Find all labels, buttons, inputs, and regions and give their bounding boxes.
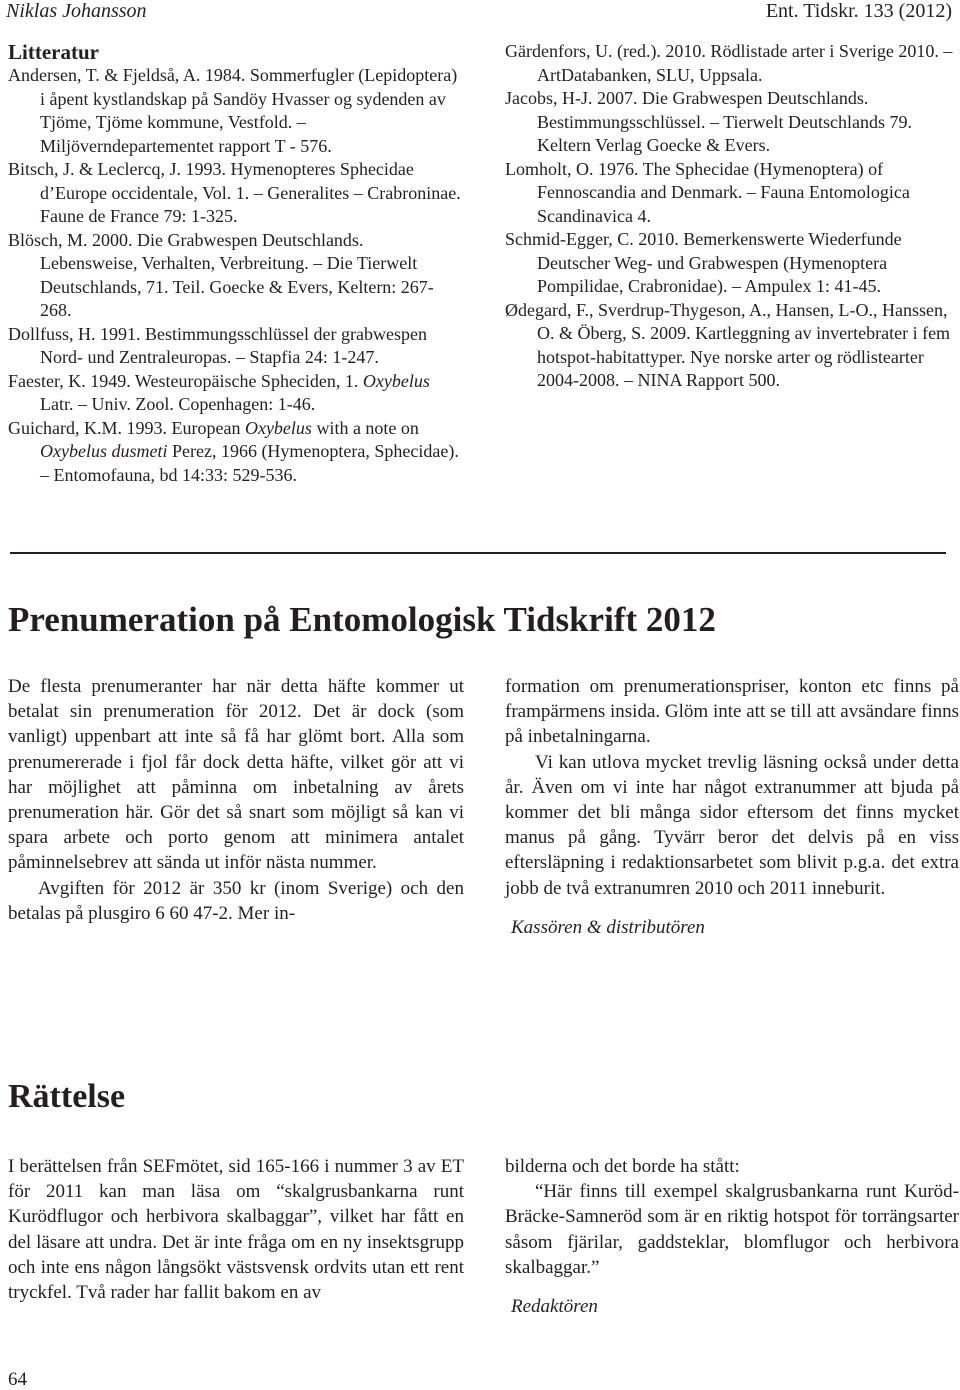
paragraph: formation om prenumerationspriser, konton etc finns på frampärmens insida. Glöm inte att se till att avsändare finns på inbetalningarna. [505, 676, 959, 748]
paragraph: Vi kan utlova mycket trevlig läsning också under detta år. Även om vi inte har något extranummer att bjuda på kommer det bli många sidor eftersom det finns mycket manus på gång. Tyvärr beror det delvis på en viss eftersläpning i redaktionsarbetet som blivit p.g.a. det extra jobb de två extranumren 2010 och 2011 inneburit. [505, 751, 959, 899]
paragraph: I berättelsen från SEFmötet, sid 165-166 i nummer 3 av ET för 2011 kan man läsa om “skalgrusbankarna runt Kurödflugor och herbivora skalbaggar”, vilket har fått en del läsare att undra. Det är inte fråga om en ny insektsgrupp och inte ens någon långsökt västsvensk ordvits utan ett rent tryckfel. Två rader har fallit bakom en av [8, 1156, 464, 1304]
prenumeration-right-column [505, 674, 959, 940]
reference-text: Guichard, K.M. 1993. European [8, 417, 245, 438]
reference-italic-text: Oxybelus [244, 417, 312, 438]
rattelse-title: Rättelse [8, 1078, 126, 1115]
reference-entry [8, 417, 462, 488]
reference-text: Faester, K. 1949. Westeuropäische Spheciden, 1. [8, 370, 363, 391]
references-left-column [8, 40, 462, 487]
reference-entry [8, 229, 462, 323]
reference-entry [505, 158, 957, 229]
reference-text: Lomholt, O. 1976. The Sphecidae (Hymenoptera) of Fennoscandia and Denmark. – Fauna Entomologica Scandinavica 4. [505, 158, 910, 226]
reference-text: Dollfuss, H. 1991. Bestimmungsschlüssel der grabwespen Nord- und Zentraleuropas. – Stapfia 24: 1-247. [8, 323, 427, 367]
reference-entry [505, 299, 957, 393]
reference-italic-text: Oxybelus [362, 370, 430, 391]
references-right-column [505, 40, 957, 393]
reference-text: Blösch, M. 2000. Die Grabwespen Deutschlands. Lebensweise, Verhalten, Verbreitung. – Die Tierwelt Deutschlands, 71. Teil. Goecke & Evers, Keltern: 267-268. [8, 229, 434, 320]
reference-text: Andersen, T. & Fjeldså, A. 1984. Sommerfugler (Lepidoptera) i åpent kystlandskap på Sandöy Hvasser og sydenden av Tjöme, Tjöme kommune, Vestfold. – Miljöverndepartementet rapport T - 576. [8, 65, 458, 156]
paragraph: De flesta prenumeranter har när detta häfte kommer ut betalat sin prenumeration för 2012. Det är dock (som vanligt) uppenbart att inte så få har glömt bort. Alla som prenumererade i fjol får dock detta häfte, vilket gör att vi har möjlighet att påminna om inbetalning av årets prenumeration här. Gör det så snart som möjligt så kan vi spara arbete och porto genom att minimera antalet påminnelsebrev att sända ut inför nästa nummer. [8, 676, 464, 874]
reference-text: Latr. – Univ. Zool. Copenhagen: 1-46. [40, 394, 316, 414]
references-heading: Litteratur [8, 40, 99, 64]
running-header-journal: Ent. Tidskr. 133 (2012) [765, 0, 952, 22]
signature: Kassören & distributören [511, 916, 705, 938]
signature: Redaktören [511, 1296, 598, 1318]
rattelse-left-column [8, 1154, 464, 1305]
reference-entry [505, 87, 957, 158]
reference-italic-text: Oxybelus dusmeti [40, 441, 168, 461]
rattelse-right-column [505, 1154, 959, 1319]
page-number: 64 [8, 1369, 27, 1390]
reference-text: Perez, 1966 (Hymenoptera, Sphecidae). – Entomofauna, bd 14:33: 529-536. [40, 441, 459, 485]
running-header-author: Niklas Johansson [6, 0, 147, 22]
reference-text: Bitsch, J. & Leclercq, J. 1993. Hymenopteres Sphecidae d’Europe occidentale, Vol. 1. – Generalites – Crabroninae. Faune de France 79: 1-325. [8, 159, 461, 226]
reference-entry [8, 158, 462, 229]
reference-text: with a note on [311, 417, 419, 438]
reference-entry [505, 228, 957, 299]
reference-text: Jacobs, H-J. 2007. Die Grabwespen Deutschlands. Bestimmungsschlüssel. – Tierwelt Deutschlands 79. Keltern Verlag Goecke & Evers. [505, 88, 912, 155]
prenumeration-title: Prenumeration på Entomologisk Tidskrift 2012 [8, 600, 716, 639]
reference-entry [8, 370, 462, 417]
reference-entry [8, 64, 462, 158]
reference-text: Schmid-Egger, C. 2010. Bemerkenswerte Wiederfunde Deutscher Weg- und Grabwespen (Hymenoptera Pompilidae, Crabronidae). – Ampulex 1: 41-45. [505, 229, 902, 296]
paragraph: bilderna och det borde ha stått: [505, 1156, 740, 1177]
prenumeration-left-column [8, 674, 464, 926]
section-divider [10, 552, 946, 554]
reference-entry [505, 40, 957, 87]
paragraph: “Här finns till exempel skalgrusbankarna runt Kuröd-Bräcke-Samneröd som är en riktig hotspot för torrängsarter såsom fjärilar, gaddsteklar, blomflugor och herbivora skalbaggar.” [505, 1181, 959, 1278]
paragraph: Avgiften för 2012 är 350 kr (inom Sverige) och den betalas på plusgiro 6 60 47-2. Mer in- [8, 877, 464, 924]
reference-entry [8, 323, 462, 370]
reference-text: Ødegard, F., Sverdrup-Thygeson, A., Hansen, L-O., Hanssen, O. & Öberg, S. 2009. Kartleggning av invertebrater i fem hotspot-habitattyper. Nye norske arter og rödlistearter 2004-2008. – NINA Rapport 500. [505, 299, 951, 390]
reference-text: Gärdenfors, U. (red.). 2010. Rödlistade arter i Sverige 2010. – ArtDatabanken, SLU, Uppsala. [505, 41, 953, 85]
